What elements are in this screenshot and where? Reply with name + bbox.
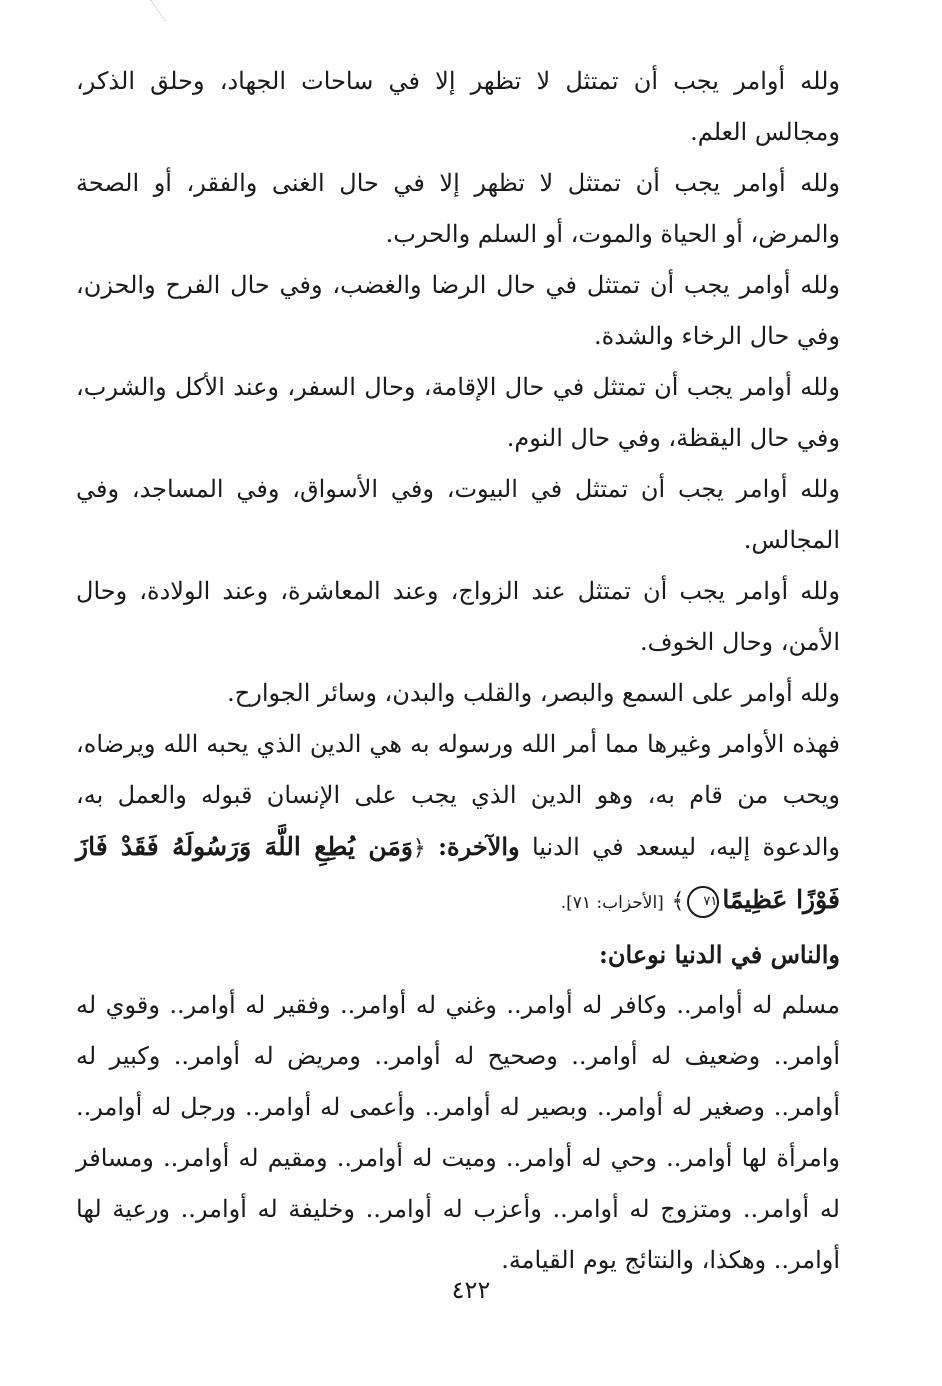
paragraph: مسلم له أوامر.. وكافر له أوامر.. وغني له أوامر.. وفقير له أوامر.. وقوي له أوامر.. وضعيف له أوامر.. وصحيح له أوامر.. ومريض له أوامر.. وكبير له أوامر.. وصغير له أوامر.. وبصير له أوامر.. وأعمى له أوامر.. ورجل له أوامر.. وامرأة لها أوامر.. وحي له أوامر.. وميت له أوامر.. ومقيم له أوامر.. ومسافر له أوامر.. ومتزوج له أوامر.. وأعزب له أوامر.. وخليفة له أوامر.. ورعية لها أوامر.. وهكذا، والنتائج يوم القيامة. xyxy=(76,991,840,1274)
scan-mark xyxy=(150,0,180,21)
paragraph: ولله أوامر يجب أن تمتثل في حال الإقامة، وحال السفر، وعند الأكل والشرب، وفي حال اليقظة، وفي حال النوم. xyxy=(76,373,840,452)
paragraph: ولله أوامر على السمع والبصر، والقلب والبدن، وسائر الجوارح. xyxy=(227,679,840,707)
quran-paragraph xyxy=(76,719,840,929)
ornament-close: ﴾ xyxy=(671,889,685,914)
ayah-number-badge: ٧١ xyxy=(687,886,719,918)
paragraph: ولله أوامر يجب أن تمتثل لا تظهر إلا في حال الغنى والفقر، أو الصحة والمرض، أو الحياة والموت، أو السلم والحرب. xyxy=(76,169,840,248)
emphasis-word: والآخرة: xyxy=(438,832,520,861)
paragraph-text: فهذه الأوامر وغيرها مما أمر الله ورسوله به هي الدين الذي يحبه الله ويرضاه، ويحب من قام به، وهو الدين الذي يجب على الإنسان قبوله والعمل به، والدعوة إليه، ليسعد في الدنيا xyxy=(76,730,840,861)
verse-reference: [الأحزاب: ٧١]. xyxy=(560,893,664,913)
paragraph: ولله أوامر يجب أن تمتثل عند الزواج، وعند المعاشرة، وعند الولادة، وحال الأمن، وحال الخوف. xyxy=(76,577,840,656)
main-text xyxy=(76,56,840,1286)
paragraph: ولله أوامر يجب أن تمتثل لا تظهر إلا في ساحات الجهاد، وحلق الذكر، ومجالس العلم. xyxy=(76,67,840,146)
paragraph: ولله أوامر يجب أن تمتثل في البيوت، وفي الأسواق، وفي المساجد، وفي المجالس. xyxy=(76,475,840,554)
page-number: ٤٢٢ xyxy=(451,1276,491,1304)
ornament-open: ﴿ xyxy=(412,836,426,861)
paragraph: ولله أوامر يجب أن تمتثل في حال الرضا والغضب، وفي حال الفرح والحزن، وفي حال الرخاء والشدة. xyxy=(76,271,840,350)
section-heading: والناس في الدنيا نوعان: xyxy=(599,940,840,969)
quran-verse: وَمَن يُطِعِ اللَّهَ وَرَسُولَهُ فَقَدْ فَازَ فَوْزًا عَظِيمًا xyxy=(76,832,840,914)
